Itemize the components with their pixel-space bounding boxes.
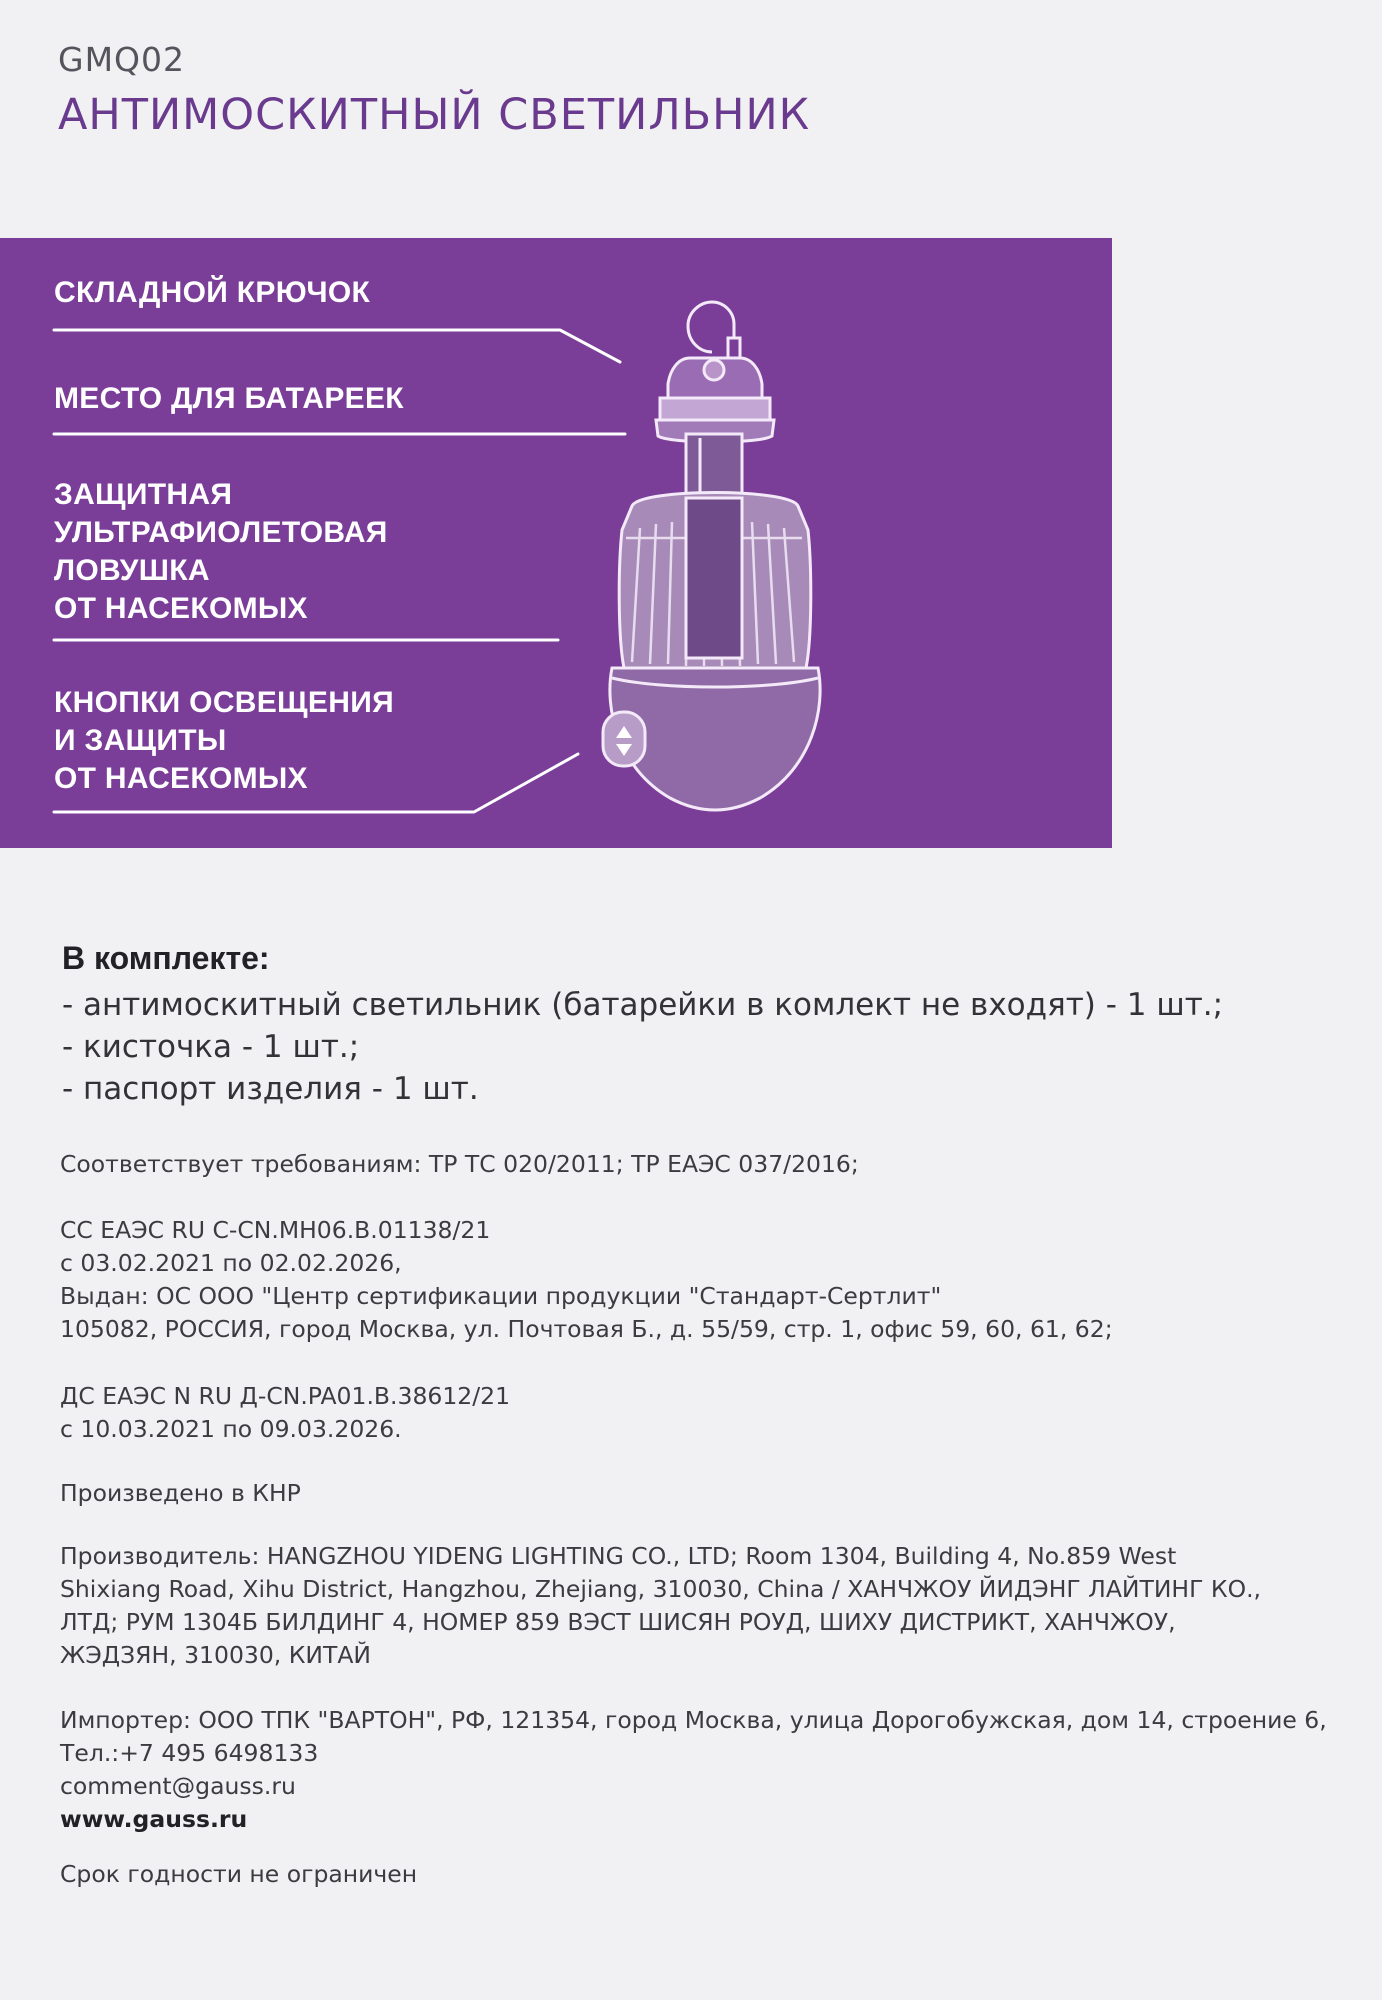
kit-title: В комплекте:: [62, 940, 270, 976]
label-line: ЛОВУШКА: [54, 554, 210, 587]
declaration-line: ДС ЕАЭС N RU Д-CN.PA01.B.38612/21: [60, 1382, 511, 1410]
importer-line: Импортер: ООО ТПК "ВАРТОН", РФ, 121354, город Москва, улица Дорогобужская, дом 14, строение 6,: [60, 1706, 1327, 1734]
kit-item: - антимоскитный светильник (батарейки в комлект не входят) - 1 шт.;: [62, 987, 1224, 1023]
label-line: И ЗАЩИТЫ: [54, 724, 227, 757]
manufacturer-line: ЖЭДЗЯН, 310030, КИТАЙ: [60, 1641, 372, 1669]
compliance-line: Соответствует требованиям: ТР ТС 020/2011; ТР ЕАЭС 037/2016;: [60, 1150, 859, 1178]
label-line: ОТ НАСЕКОМЫХ: [54, 592, 308, 625]
declaration-line: с 10.03.2021 по 09.03.2026.: [60, 1415, 402, 1443]
label-uv-trap: [54, 476, 388, 628]
page-title: АНТИМОСКИТНЫЙ СВЕТИЛЬНИК: [58, 90, 811, 140]
shelf-life-line: Срок годности не ограничен: [60, 1860, 418, 1888]
label-folding-hook: [54, 274, 370, 312]
manufacturer-line: ЛТД; РУМ 1304Б БИЛДИНГ 4, НОМЕР 859 ВЭСТ ШИСЯН РОУД, ШИХУ ДИСТРИКТ, ХАНЧЖОУ,: [60, 1608, 1176, 1636]
origin-line: Произведено в КНР: [60, 1479, 301, 1507]
label-line: ОТ НАСЕКОМЫХ: [54, 762, 308, 795]
kit-item: - кисточка - 1 шт.;: [62, 1029, 360, 1065]
hook-icon: [688, 302, 740, 358]
label-line: УЛЬТРАФИОЛЕТОВАЯ: [54, 516, 388, 549]
shelf-life-text: [60, 1858, 1350, 1891]
kit-item: - паспорт изделия - 1 шт.: [62, 1071, 479, 1107]
kit-contents: [62, 940, 1223, 1110]
label-line: МЕСТО ДЛЯ БАТАРЕЕК: [54, 382, 404, 415]
importer-email[interactable]: comment@gauss.ru: [60, 1772, 296, 1800]
label-line: ЗАЩИТНАЯ: [54, 478, 233, 511]
website-link[interactable]: www.gauss.ru: [60, 1805, 248, 1833]
certificate-block: [60, 1214, 1350, 1346]
certificate-line: 105082, РОССИЯ, город Москва, ул. Почтовая Б., д. 55/59, стр. 1, офис 59, 60, 61, 62;: [60, 1315, 1113, 1343]
model-code: GMQ02: [58, 40, 186, 79]
uv-trap-grid: [619, 493, 811, 669]
label-line: СКЛАДНОЙ КРЮЧОК: [54, 276, 371, 309]
label-battery-compartment: [54, 380, 404, 418]
manufacturer-block: [60, 1540, 1350, 1672]
manufacturer-line: Производитель: HANGZHOU YIDENG LIGHTING CO., LTD; Room 1304, Building 4, No.859 West: [60, 1542, 1177, 1570]
origin-text: [60, 1477, 1350, 1510]
label-line: КНОПКИ ОСВЕЩЕНИЯ: [54, 686, 394, 719]
product-diagram-panel: [0, 238, 1112, 848]
leader-line-hook: [54, 330, 620, 362]
importer-phone: Тел.:+7 495 6498133: [60, 1739, 319, 1767]
certificate-line: с 03.02.2021 по 02.02.2026,: [60, 1249, 402, 1277]
compliance-text: [60, 1148, 1350, 1181]
declaration-block: [60, 1380, 1350, 1446]
certificate-line: Выдан: ОС ООО "Центр сертификации продукции "Стандарт-Сертлит": [60, 1282, 942, 1310]
lamp-base: [603, 668, 820, 810]
manufacturer-line: Shixiang Road, Xihu District, Hangzhou, Zhejiang, 310030, China / ХАНЧЖОУ ЙИДЭНГ ЛАЙТИНГ КО.,: [60, 1575, 1262, 1603]
label-control-buttons: [54, 684, 394, 798]
battery-cap: [656, 358, 774, 442]
importer-block: [60, 1704, 1350, 1836]
certificate-line: СС ЕАЭС RU C-CN.МН06.В.01138/21: [60, 1216, 491, 1244]
